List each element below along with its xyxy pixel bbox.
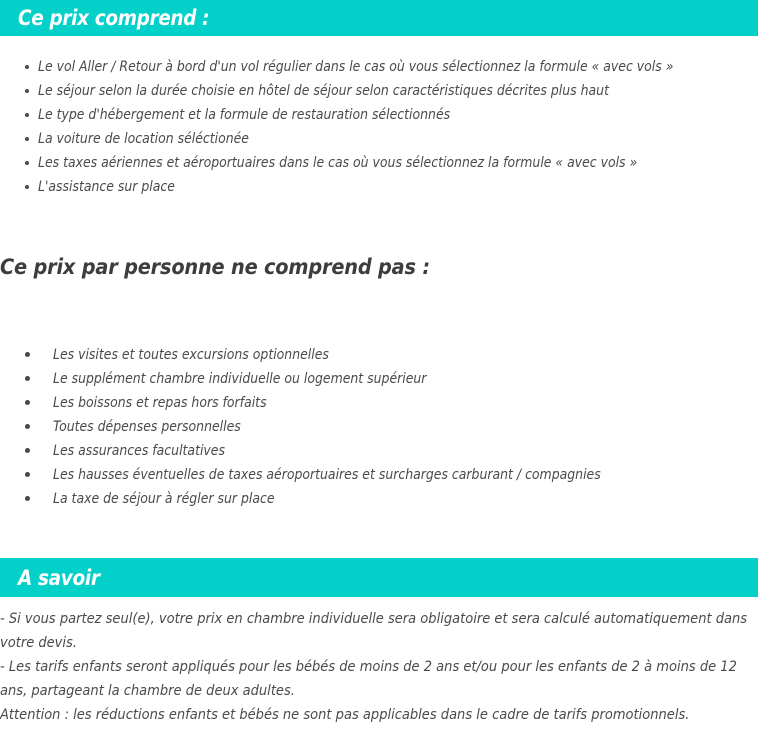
list-item bbox=[0, 175, 758, 199]
bullet-icon bbox=[25, 400, 30, 405]
bullet-icon bbox=[25, 424, 30, 429]
excludes-section-heading: Ce prix par personne ne comprend pas : bbox=[0, 255, 430, 279]
list-item bbox=[0, 103, 758, 127]
notice-section-banner bbox=[0, 558, 758, 597]
list-item bbox=[0, 151, 758, 175]
notice-paragraph-text: - Les tarifs enfants seront appliqués pour les bébés de moins de 2 ans et/ou pour les enfants de 2 à moins de 12 ans, partageant la chambre de deux adultes. bbox=[0, 659, 737, 699]
list-item bbox=[0, 439, 690, 463]
bullet-icon bbox=[25, 161, 29, 165]
list-item bbox=[0, 487, 690, 511]
bullet-icon bbox=[25, 352, 30, 357]
bullet-icon bbox=[25, 448, 30, 453]
list-item-label: Le vol Aller / Retour à bord d'un vol régulier dans le cas où vous sélectionnez la formule « avec vols » bbox=[38, 59, 674, 75]
bullet-icon bbox=[25, 185, 29, 189]
includes-list bbox=[0, 55, 758, 199]
notice-paragraph-text: Attention : les réductions enfants et bébés ne sont pas applicables dans le cadre de tarifs promotionnels. bbox=[0, 707, 690, 723]
notice-paragraph bbox=[0, 607, 752, 655]
list-item-label: Les taxes aériennes et aéroportuaires dans le cas où vous sélectionnez la formule « avec vols » bbox=[38, 155, 638, 171]
bullet-icon bbox=[25, 496, 30, 501]
notice-paragraph-text: - Si vous partez seul(e), votre prix en chambre individuelle sera obligatoire et sera calculé automatiquement dans votre devis. bbox=[0, 611, 748, 651]
list-item-label: Les boissons et repas hors forfaits bbox=[53, 395, 267, 411]
bullet-icon bbox=[25, 65, 29, 69]
list-item-label: Les hausses éventuelles de taxes aéroportuaires et surcharges carburant / compagnies bbox=[53, 467, 601, 483]
notice-banner-title: A savoir bbox=[18, 565, 100, 590]
includes-section-banner bbox=[0, 0, 758, 36]
includes-banner-title: Ce prix comprend : bbox=[18, 6, 210, 30]
bullet-icon bbox=[25, 376, 30, 381]
notice-paragraph bbox=[0, 655, 752, 703]
list-item-label: La taxe de séjour à régler sur place bbox=[53, 491, 275, 507]
bullet-icon bbox=[25, 137, 29, 141]
list-item-label: Le type d'hébergement et la formule de restauration sélectionnés bbox=[38, 107, 451, 123]
list-item-label: La voiture de location séléctionée bbox=[38, 131, 249, 147]
list-item bbox=[0, 415, 690, 439]
notice-paragraph bbox=[0, 703, 752, 727]
list-item-label: L'assistance sur place bbox=[38, 179, 175, 195]
list-item-label: Le supplément chambre individuelle ou logement supérieur bbox=[53, 371, 427, 387]
bullet-icon bbox=[25, 472, 30, 477]
list-item bbox=[0, 391, 690, 415]
list-item-label: Les assurances facultatives bbox=[53, 443, 225, 459]
notice-body bbox=[0, 607, 752, 727]
list-item bbox=[0, 343, 690, 367]
bullet-icon bbox=[25, 89, 29, 93]
list-item-label: Le séjour selon la durée choisie en hôtel de séjour selon caractéristiques décrites plus haut bbox=[38, 83, 609, 99]
list-item bbox=[0, 463, 690, 487]
list-item bbox=[0, 367, 690, 391]
list-item-label: Les visites et toutes excursions optionnelles bbox=[53, 347, 329, 363]
list-item bbox=[0, 79, 758, 103]
list-item bbox=[0, 127, 758, 151]
list-item-label: Toutes dépenses personnelles bbox=[53, 419, 241, 435]
excludes-list bbox=[0, 343, 690, 511]
bullet-icon bbox=[25, 113, 29, 117]
list-item bbox=[0, 55, 758, 79]
